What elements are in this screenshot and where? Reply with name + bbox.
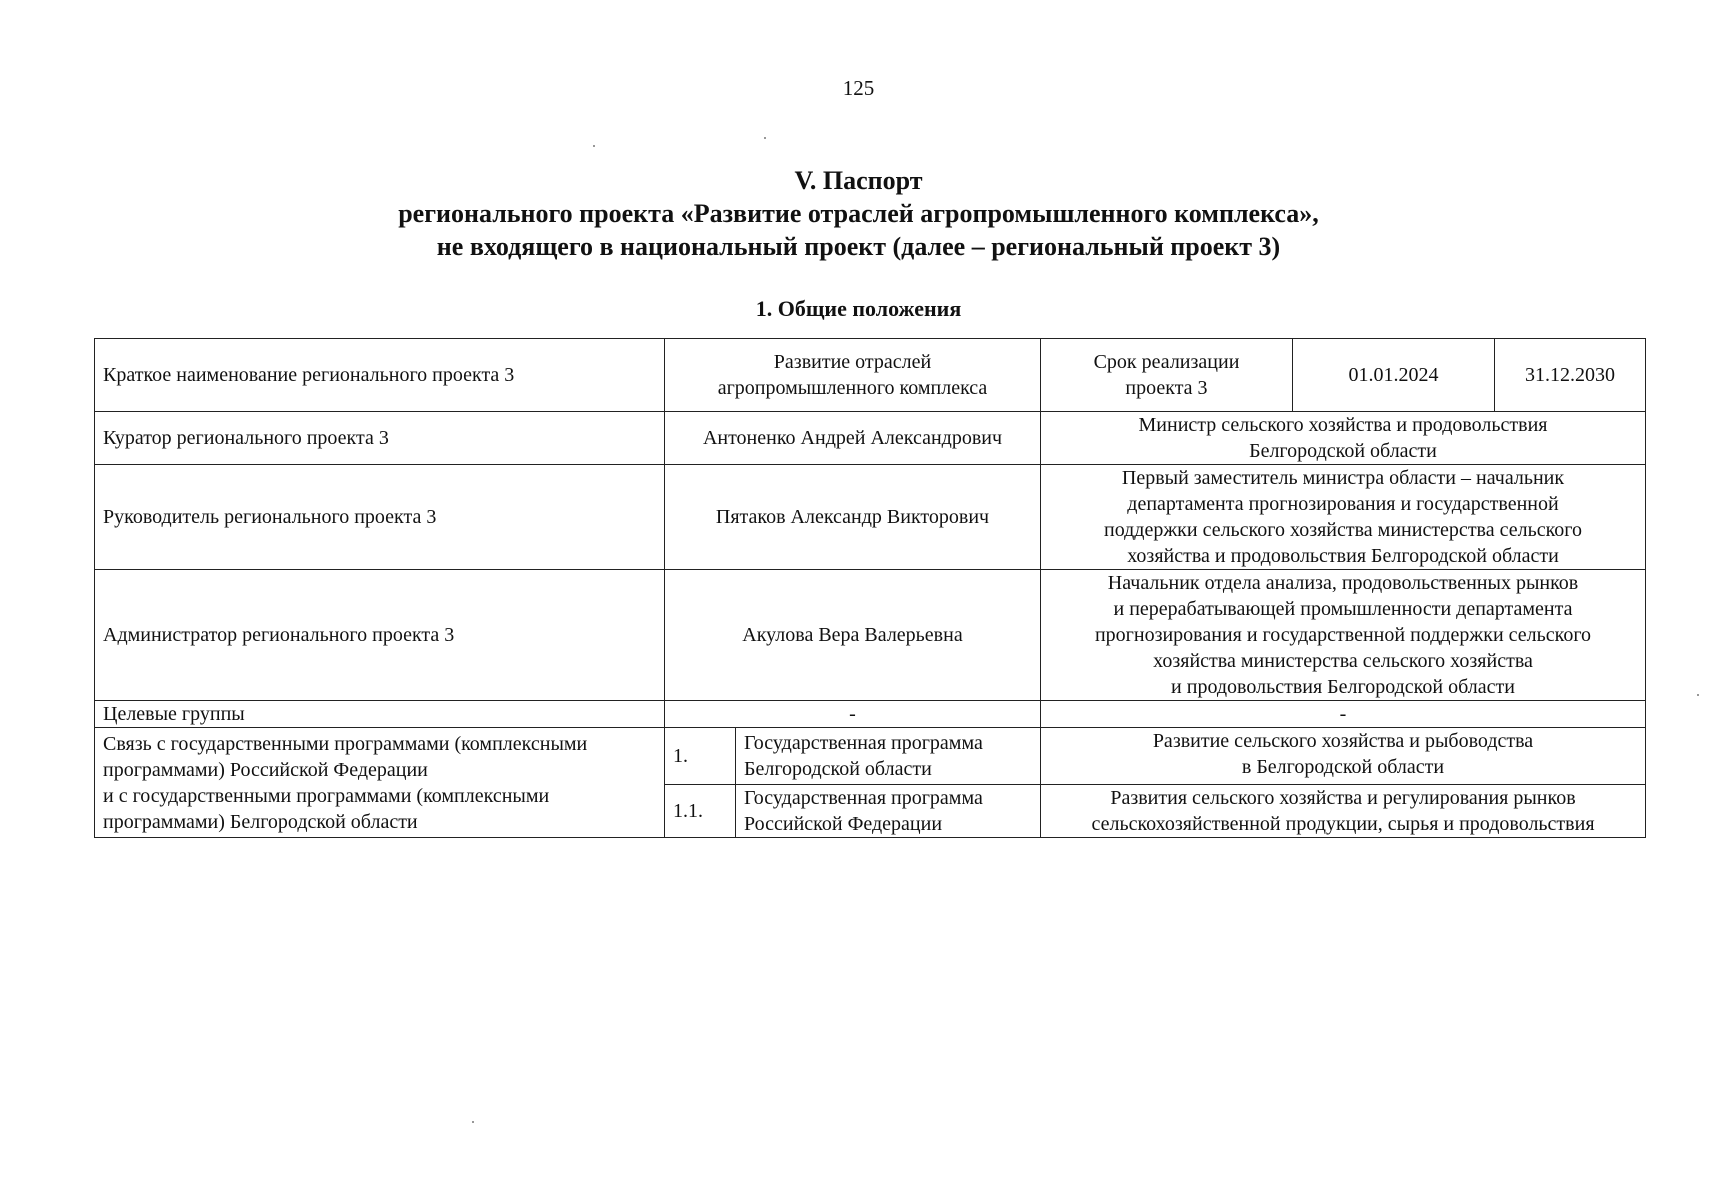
- head-label: Руководитель регионального проекта 3: [95, 465, 665, 570]
- head-position-line-4: хозяйства и продовольствия Белгородской области: [1127, 545, 1559, 567]
- administrator-position: [1041, 570, 1646, 701]
- table-row-program-link-1: [95, 728, 1646, 785]
- program-link-label-line-4: программами) Белгородской области: [103, 810, 418, 833]
- program-item-type-line-1: Государственная программа: [744, 732, 983, 754]
- term-label: [1041, 339, 1293, 412]
- curator-name: Антоненко Андрей Александрович: [665, 412, 1041, 465]
- scan-speck: [764, 137, 766, 139]
- scan-speck: [472, 1121, 474, 1123]
- page-number: 125: [842, 76, 875, 100]
- term-label-line-2: проекта 3: [1125, 377, 1208, 399]
- short-name-value-line-1: Развитие отраслей: [773, 351, 932, 373]
- head-position-line-3: поддержки сельского хозяйства министерства сельского: [1103, 519, 1582, 541]
- program-item-type-line-2: Белгородской области: [744, 758, 932, 780]
- title-line-3: не входящего в национальный проект (далее – региональный проект 3): [436, 232, 1281, 261]
- program-item-name: [1041, 728, 1646, 785]
- end-date: 31.12.2030: [1495, 339, 1646, 412]
- title-line-2: регионального проекта «Развитие отраслей агропромышленного комплекса»,: [398, 199, 1319, 228]
- program-subitem-type: [736, 785, 1041, 838]
- administrator-position-line-3: прогнозирования и государственной поддержки сельского: [1094, 624, 1592, 646]
- program-link-label-line-2: программами) Российской Федерации: [103, 758, 428, 781]
- program-subitem-type-line-1: Государственная программа: [744, 787, 983, 809]
- term-label-line-1: Срок реализации: [1093, 351, 1240, 373]
- program-subitem-name-line-1: Развития сельского хозяйства и регулирования рынков: [1110, 787, 1576, 809]
- target-groups-value: -: [665, 701, 1041, 728]
- curator-position: [1041, 412, 1646, 465]
- curator-position-line-1: Министр сельского хозяйства и продовольствия: [1138, 414, 1548, 436]
- title-line-1: V. Паспорт: [794, 166, 923, 195]
- document-title: [0, 164, 1717, 263]
- head-position-line-1: Первый заместитель министра области – начальник: [1121, 467, 1565, 489]
- program-subitem-type-line-2: Российской Федерации: [744, 813, 943, 835]
- table-row-short-name: [95, 339, 1646, 412]
- section-heading: 1. Общие положения: [755, 296, 962, 321]
- short-name-value-line-2: агропромышленного комплекса: [717, 377, 988, 399]
- target-groups-label: Целевые группы: [95, 701, 665, 728]
- target-groups-detail: -: [1041, 701, 1646, 728]
- table-row-head: [95, 465, 1646, 570]
- scan-speck: [593, 145, 595, 147]
- table-row-administrator: [95, 570, 1646, 701]
- administrator-name: Акулова Вера Валерьевна: [665, 570, 1041, 701]
- program-link-label: [95, 728, 665, 838]
- table-row-target-groups: [95, 701, 1646, 728]
- administrator-label: Администратор регионального проекта 3: [95, 570, 665, 701]
- passport-table: [94, 338, 1646, 838]
- scan-speck: [1697, 694, 1699, 696]
- start-date: 01.01.2024: [1293, 339, 1495, 412]
- head-name: Пятаков Александр Викторович: [665, 465, 1041, 570]
- short-name-value: [665, 339, 1041, 412]
- head-position-line-2: департамента прогнозирования и государственной: [1127, 493, 1559, 515]
- administrator-position-line-1: Начальник отдела анализа, продовольственных рынков: [1107, 572, 1579, 594]
- program-item-name-line-1: Развитие сельского хозяйства и рыбоводства: [1152, 730, 1534, 752]
- table-row-curator: [95, 412, 1646, 465]
- program-item-type: [736, 728, 1041, 785]
- program-link-label-line-1: Связь с государственными программами (комплексными: [103, 732, 588, 755]
- program-subitem-number: 1.1.: [665, 785, 736, 838]
- program-item-number: 1.: [665, 728, 736, 785]
- short-name-label: Краткое наименование регионального проекта 3: [95, 339, 665, 412]
- administrator-position-line-4: хозяйства министерства сельского хозяйства: [1153, 650, 1533, 672]
- curator-position-line-2: Белгородской области: [1249, 440, 1437, 462]
- program-item-name-line-2: в Белгородской области: [1241, 756, 1445, 778]
- curator-label: Куратор регионального проекта 3: [95, 412, 665, 465]
- administrator-position-line-5: и продовольствия Белгородской области: [1171, 676, 1515, 698]
- program-subitem-name-line-2: сельскохозяйственной продукции, сырья и продовольствия: [1091, 813, 1595, 835]
- head-position: [1041, 465, 1646, 570]
- program-subitem-name: [1041, 785, 1646, 838]
- program-link-label-line-3: и с государственными программами (комплексными: [103, 784, 550, 807]
- administrator-position-line-2: и перерабатывающей промышленности департамента: [1113, 598, 1573, 620]
